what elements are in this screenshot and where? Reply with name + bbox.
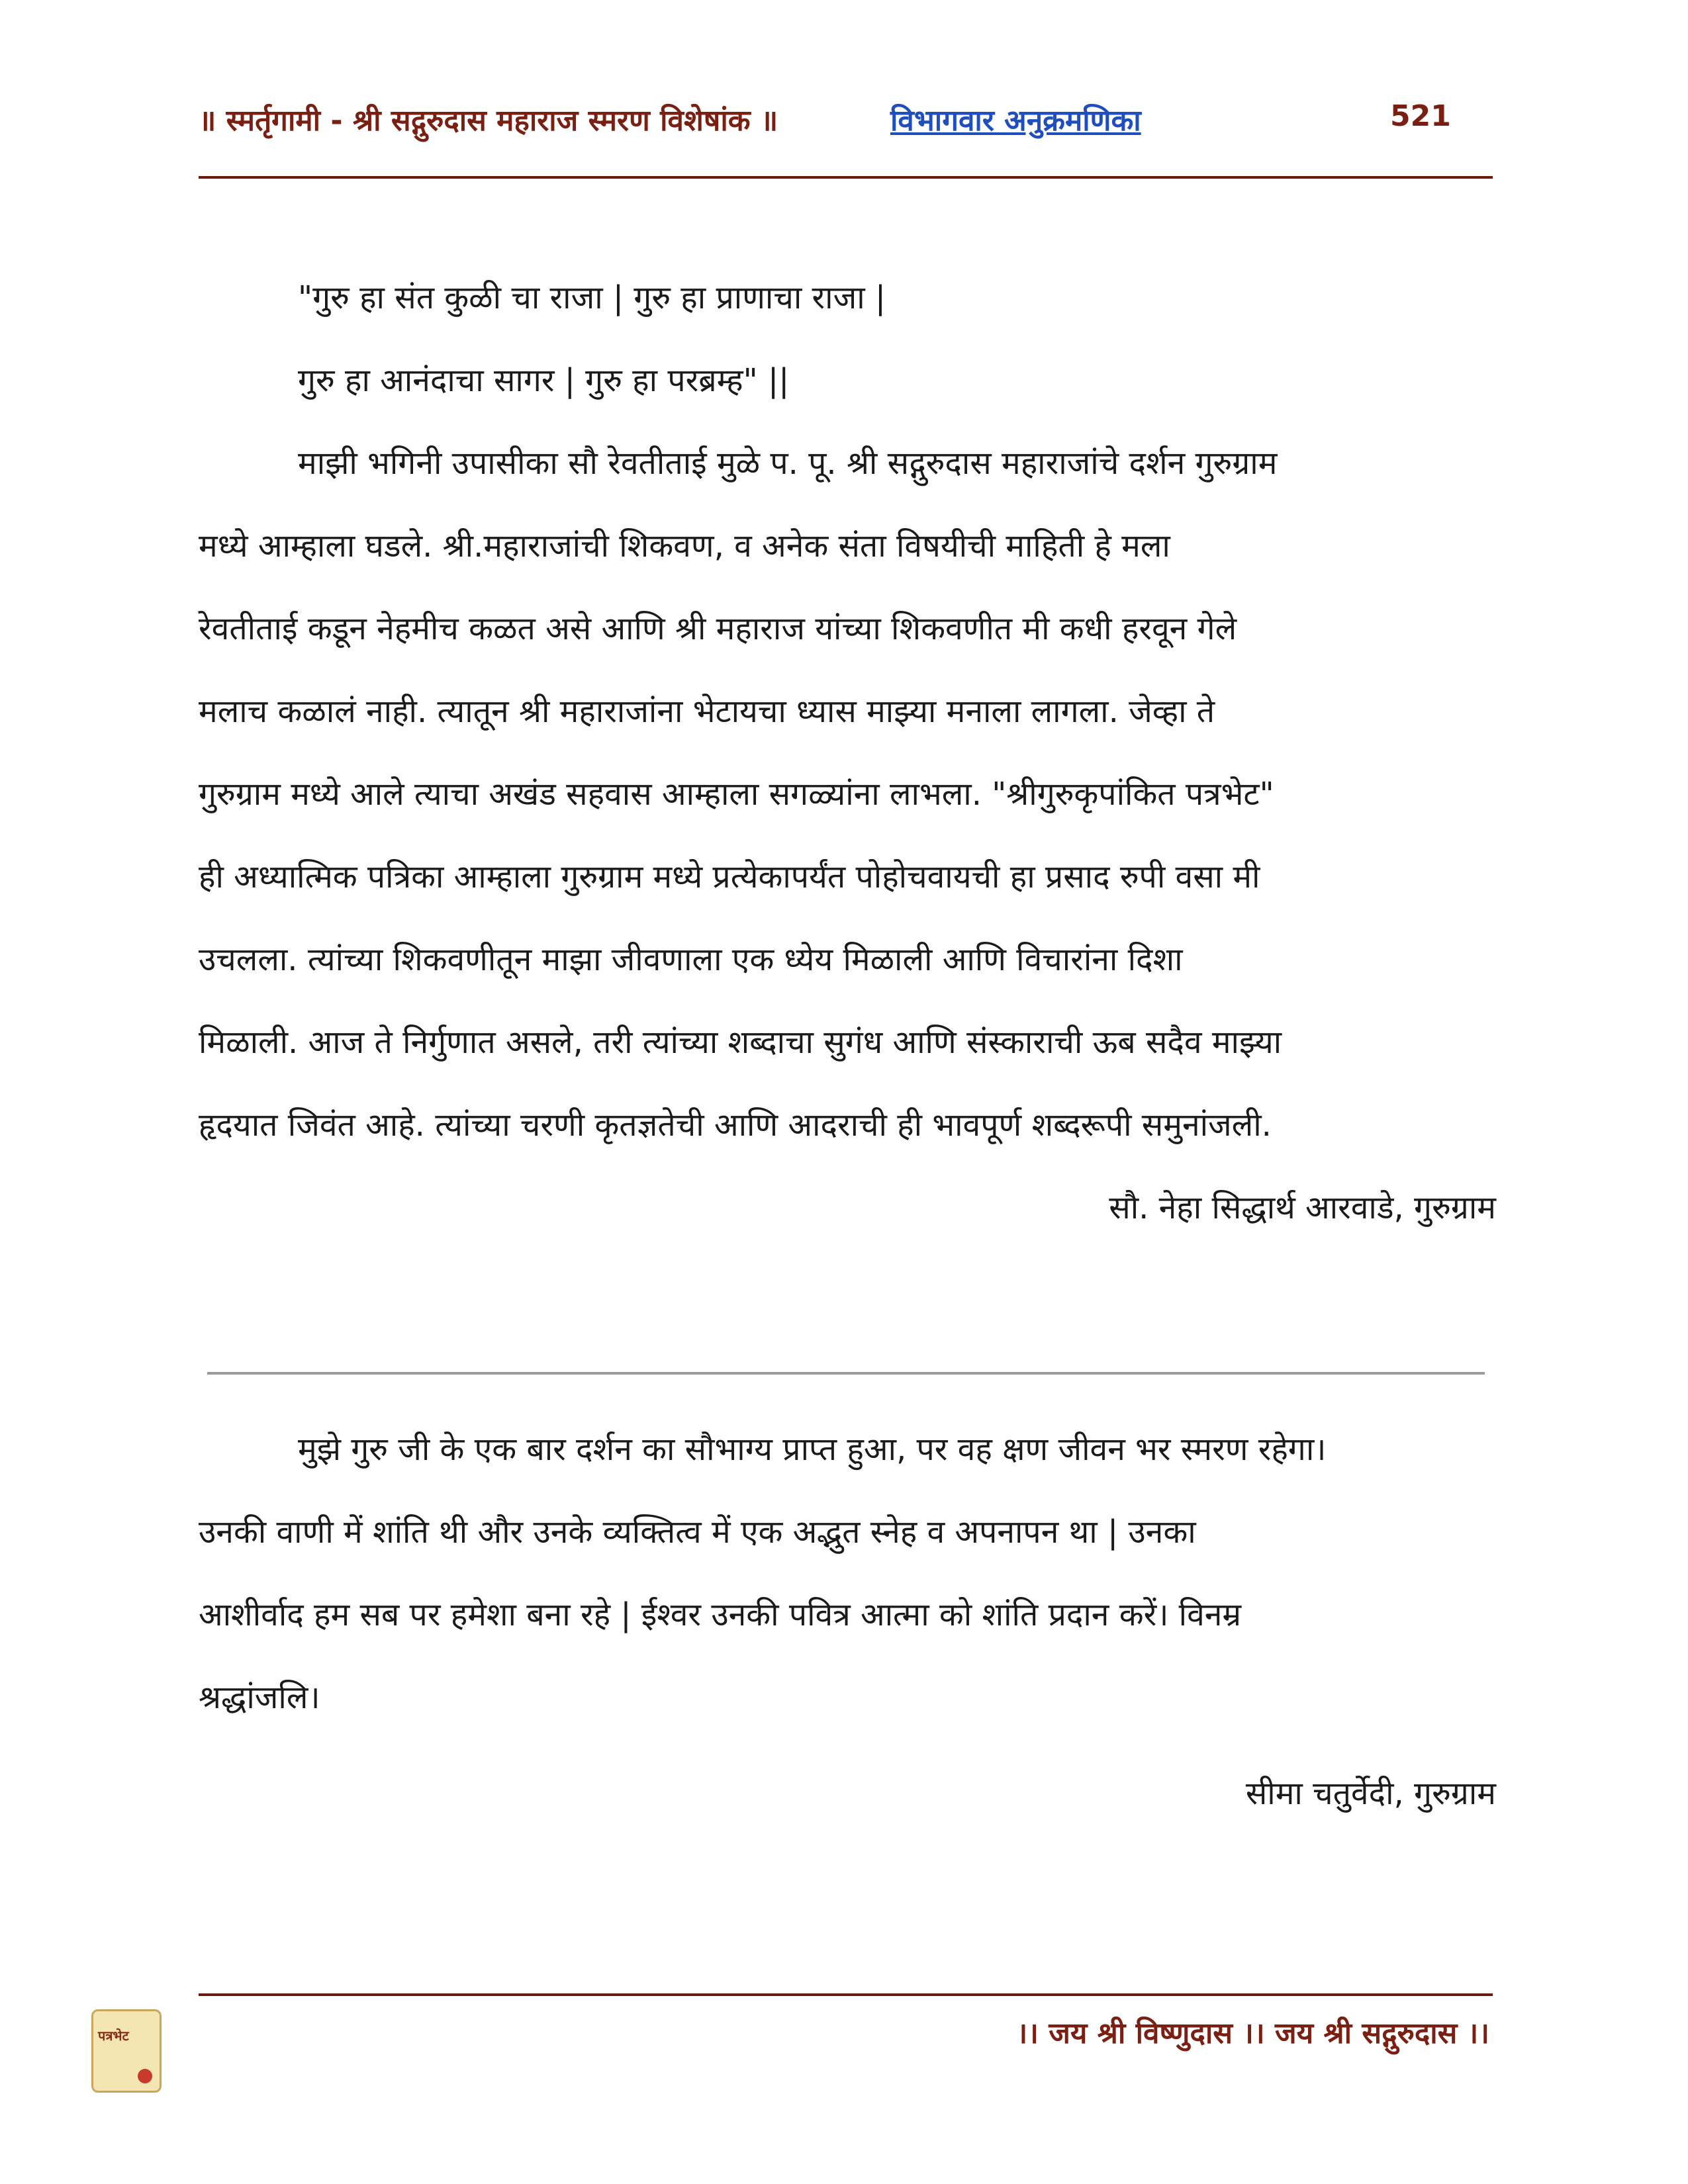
verse-line-2: गुरु हा आनंदाचा सागर | गुरु हा परब्रम्ह" || — [298, 362, 790, 399]
section-marathi — [199, 257, 1496, 1250]
paragraph-line: हृदयात जिवंत आहे. त्यांच्या चरणी कृतज्ञतेची आणि आदराची ही भावपूर्ण शब्दरूपी समुनांजली. — [199, 1107, 1272, 1144]
patrabhet-logo — [86, 2005, 165, 2098]
paragraph-line: मलाच कळालं नाही. त्यातून श्री महाराजांना भेटायचा ध्यास माझ्या मनाला लागला. जेव्हा ते — [199, 693, 1215, 730]
signature-marathi: सौ. नेहा सिद्धार्थ आरवाडे, गुरुग्राम — [1109, 1189, 1496, 1226]
paragraph-line: श्रद्धांजलि। — [199, 1679, 320, 1716]
paragraph-line: उचलला. त्यांच्या शिकवणीतून माझा जीवणाला एक ध्येय मिळाली आणि विचारांना दिशा — [199, 941, 1183, 978]
paragraph-line: गुरुग्राम मध्ये आले त्याचा अखंड सहवास आम्हाला सगळ्यांना लाभला. "श्रीगुरुकृपांकित पत्रभेट" — [199, 776, 1274, 813]
paragraph-line: मध्ये आम्हाला घडले. श्री.महाराजांची शिकवण, व अनेक संता विषयीची माहिती हे मला — [199, 527, 1170, 565]
seal-icon — [138, 2069, 152, 2083]
footer-text: ।। जय श्री विष्णुदास ।। जय श्री सद्गुरुदास ।। — [1016, 2017, 1489, 2050]
verse-line-1: "गुरु हा संत कुळी चा राजा | गुरु हा प्राणाचा राजा | — [298, 279, 886, 316]
signature-hindi: सीमा चतुर्वेदी, गुरुग्राम — [1245, 1775, 1496, 1812]
paragraph-line: मिळाली. आज ते निर्गुणात असले, तरी त्यांच्या शब्दाचा सुगंध आणि संस्काराची ऊब सदैव माझ्या — [199, 1024, 1282, 1061]
header-rule — [199, 176, 1493, 179]
paragraph-line: मुझे गुरु जी के एक बार दर्शन का सौभाग्य प्राप्त हुआ, पर वह क्षण जीवन भर स्मरण रहेगा। — [298, 1431, 1327, 1468]
section-divider — [207, 1372, 1485, 1375]
footer-rule — [199, 1993, 1493, 1996]
page-number: 521 — [1390, 99, 1451, 133]
index-link[interactable]: विभागवार अनुक्रमणिका — [890, 104, 1141, 138]
paragraph-line: माझी भगिनी उपासीका सौ रेवतीताई मुळे प. पू. श्री सद्गुरुदास महाराजांचे दर्शन गुरुग्राम — [298, 445, 1278, 482]
paragraph-line: आशीर्वाद हम सब पर हमेशा बना रहे | ईश्वर उनकी पवित्र आत्मा को शांति प्रदान करें। विनम्र — [199, 1596, 1242, 1633]
header-title: ॥ स्मर्तृगामी - श्री सद्गुरुदास महाराज स्मरण विशेषांक ॥ — [199, 104, 778, 138]
paragraph-line: उनकी वाणी में शांति थी और उनके व्यक्तित्व में एक अद्भुत स्नेह व अपनापन था | उनका — [199, 1514, 1196, 1551]
logo-label: पत्रभेट — [98, 2028, 129, 2044]
section-hindi — [199, 1408, 1496, 1835]
paragraph-line: रेवतीताई कडून नेहमीच कळत असे आणि श्री महाराज यांच्या शिकवणीत मी कधी हरवून गेले — [199, 610, 1237, 647]
paragraph-line: ही अध्यात्मिक पत्रिका आम्हाला गुरुग्राम मध्ये प्रत्येकापर्यंत पोहोचवायची हा प्रसाद रुपी वसा मी — [199, 858, 1260, 895]
